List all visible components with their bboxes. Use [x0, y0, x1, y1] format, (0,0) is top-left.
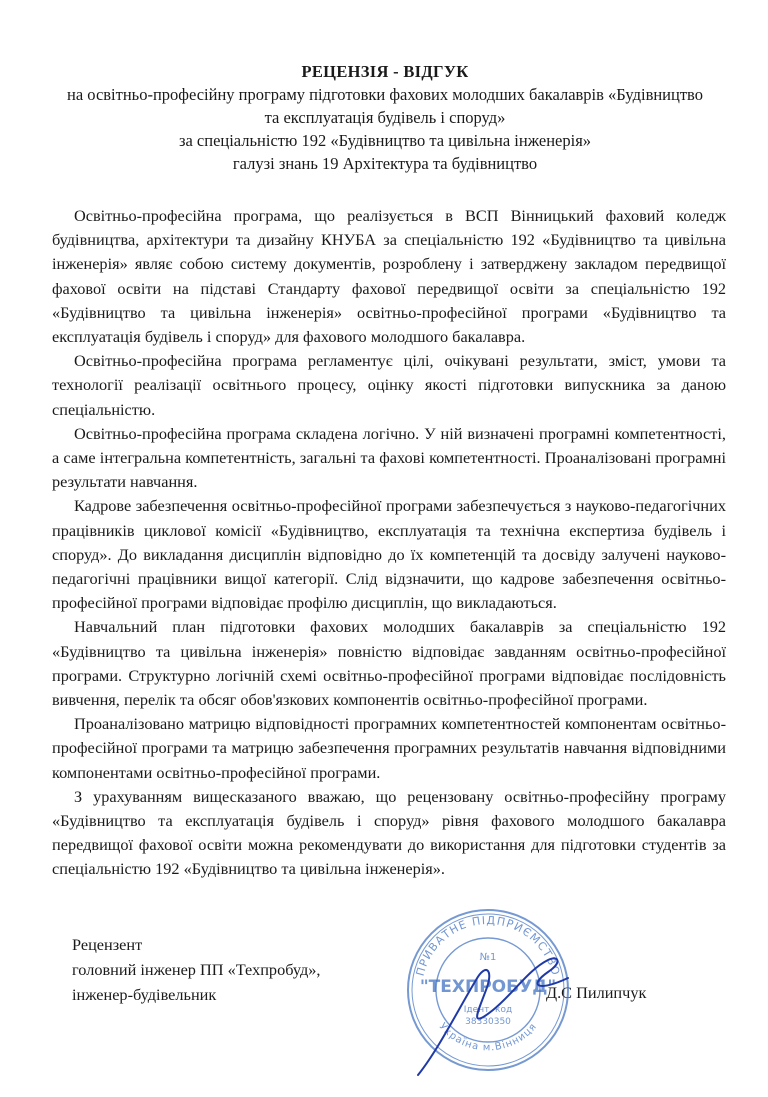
stamp-code: 38330350: [465, 1017, 511, 1027]
reviewer-position: головний інженер ПП «Техпробуд»,: [72, 960, 321, 979]
stamp-ring-bottom: Україна м.Вінниця: [436, 1021, 540, 1054]
paragraph-1: Освітньо-професійна програма, що реалізується в ВСП Вінницький фаховий коледж будівництва, архітектури та дизайну КНУБА за спеціальністю 192 «Будівництво та цивільна інженерія» являє собою систему документів, розроблену і затверджену закладом передвищої фахової освіти на підставі Стандарту фахової передвищої освіти за спеціальністю 192 «Будівництво та цивільна інженерія» освітньо-професійної програми «Будівництво та експлуатація будівель і споруд» для фахового молодшого бакалавра.: [52, 206, 726, 347]
stamp-center: "ТЕХПРОБУД": [419, 977, 557, 997]
header-line-4: галузі знань 19 Архітектура та будівництво: [232, 154, 538, 173]
paragraph-2: Освітньо-професійна програма регламентує цілі, очікувані результати, зміст, умови та технології реалізації освітнього процесу, оцінку якості підготовки випускника за даною спеціальністю.: [52, 351, 726, 419]
document-header: [40, 60, 730, 175]
stamp-code-label: Ідент. код: [463, 1005, 513, 1015]
reviewer-name: Д.С Пилипчук: [546, 983, 647, 1002]
paragraph-7: З урахуванням вищесказаного вважаю, що рецензовану освітньо-професійну програму «Будівництво та експлуатація будівель і споруд» рівня фахового молодшого бакалавра передвищої фахової освіти можна рекомендувати до використання для підготовки студентів за спеціальністю 192 «Будівництво та цивільна інженерія».: [52, 786, 726, 879]
review-body: [52, 204, 726, 882]
reviewer-title: інженер-будівельник: [72, 985, 217, 1004]
stamp-number: №1: [479, 952, 497, 963]
paragraph-3: Освітньо-професійна програма складена логічно. У ній визначені програмні компетентності, а саме інтегральна компетентність, загальні та фахові компетентності. Проаналізовані програмні результати навчання.: [52, 423, 726, 492]
paragraph-4: Кадрове забезпечення освітньо-професійної програми забезпечується з науково-педагогічних працівників циклової комісії «Будівництво, експлуатація та технічна експертиза будівель і споруд». До викладання дисциплін відповідно до їх компетенцій та досвіду залучені науково-педагогічні працівники вищої категорії. Слід відзначити, що кадрове забезпечення освітньо-професійної програми відповідає профілю дисциплін, що викладаються.: [52, 496, 726, 613]
header-line-1: на освітньо-професійну програму підготовки фахових молодших бакалаврів «Будівництво: [67, 85, 703, 104]
paragraph-6: Проаналізовано матрицю відповідності програмних компетентностей компонентам освітньо-професійної програми та матрицю забезпечення програмних результатів навчання відповідними компонентами освітньо-професійної програми.: [52, 714, 726, 782]
header-line-3: за спеціальністю 192 «Будівництво та цивільна інженерія»: [178, 131, 592, 150]
paragraph-5: Навчальний план підготовки фахових молодших бакалаврів за спеціальністю 192 «Будівництво та цивільна інженерія» повністю відповідає завданням освітньо-професійної програми. Структурно логічній схемі освітньо-професійної програми відповідає послідовність вивчення, перелік та обсяг обов'язкових компонентів освітньо-професійної програми.: [52, 617, 726, 710]
document-title: РЕЦЕНЗІЯ - ВІДГУК: [301, 62, 469, 81]
header-line-2: та експлуатація будівель і споруд»: [264, 108, 506, 127]
signature-block: [72, 932, 320, 1007]
reviewer-role: Рецензент: [72, 935, 143, 954]
company-stamp: [398, 900, 578, 1080]
stamp-ring-top: ПРИВАТНЕ ПІДПРИЄМСТВО: [413, 913, 563, 978]
